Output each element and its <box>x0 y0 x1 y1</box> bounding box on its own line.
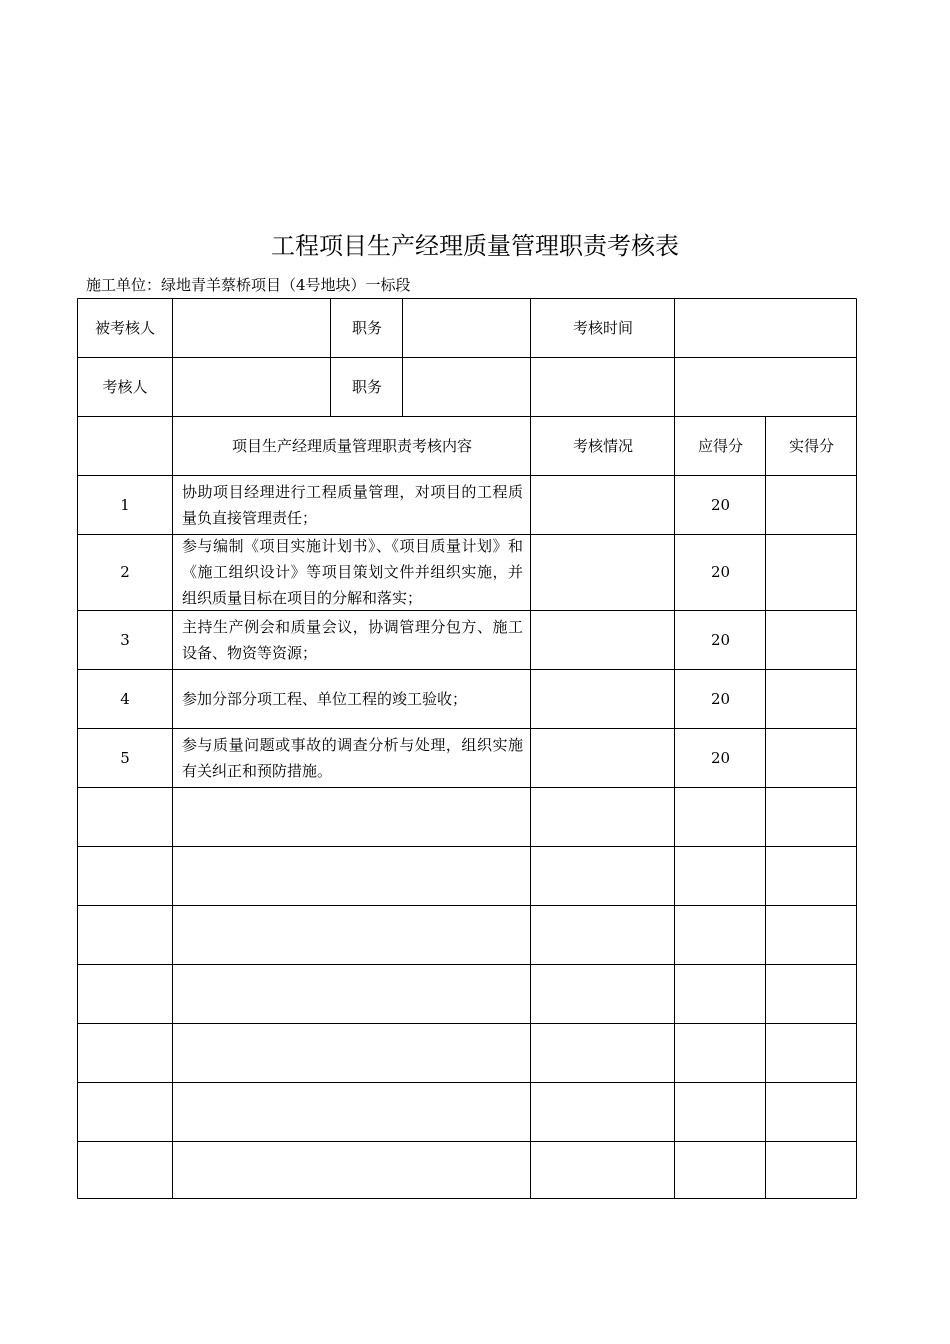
column-header-content: 项目生产经理质量管理职责考核内容 <box>231 437 472 455</box>
assessee-value[interactable] <box>173 298 331 357</box>
assessor-label: 考核人 <box>102 378 148 396</box>
assessor-value[interactable] <box>173 357 331 416</box>
assessor-position-value[interactable] <box>403 357 531 416</box>
item-content: 协助项目经理进行工程质量管理，对项目的工程质量负直接管理责任； <box>182 482 523 527</box>
assessment-time-value[interactable] <box>675 298 857 357</box>
assessee-label: 被考核人 <box>94 319 155 337</box>
item-number: 5 <box>120 748 130 767</box>
column-header-full-score: 应得分 <box>697 437 743 455</box>
form-title: 工程项目生产经理质量管理职责考核表 <box>271 232 679 260</box>
item-number: 3 <box>120 630 130 649</box>
item-content: 参加分部分项工程、单位工程的竣工验收； <box>182 689 468 708</box>
item-full-score: 20 <box>710 495 731 514</box>
item-content: 参与质量问题或事故的调查分析与处理，组织实施有关纠正和预防措施。 <box>182 735 523 780</box>
item-full-score: 20 <box>710 689 731 708</box>
item-full-score: 20 <box>710 563 731 581</box>
assessment-time-label: 考核时间 <box>572 319 633 337</box>
column-header-actual-score: 实得分 <box>788 437 834 455</box>
item-full-score: 20 <box>710 630 731 649</box>
item-full-score: 20 <box>710 748 731 767</box>
construction-unit: 施工单位：绿地青羊蔡桥项目（4号地块）一标段 <box>86 276 411 294</box>
item-content: 主持生产例会和质量会议，协调管理分包方、施工设备、物资等资源； <box>182 617 523 662</box>
column-header-situation: 考核情况 <box>572 437 633 455</box>
assessee-position-label: 职务 <box>351 319 382 337</box>
item-number: 2 <box>120 563 130 581</box>
item-number: 4 <box>120 689 130 708</box>
assessor-position-label: 职务 <box>351 378 382 396</box>
item-content: 参与编制《项目实施计划书》、《项目质量计划》和《施工组织设计》等项目策划文件并组织实施，并组织质量目标在项目的分解和落实； <box>182 537 523 607</box>
assessee-position-value[interactable] <box>403 298 531 357</box>
item-number: 1 <box>120 495 130 514</box>
